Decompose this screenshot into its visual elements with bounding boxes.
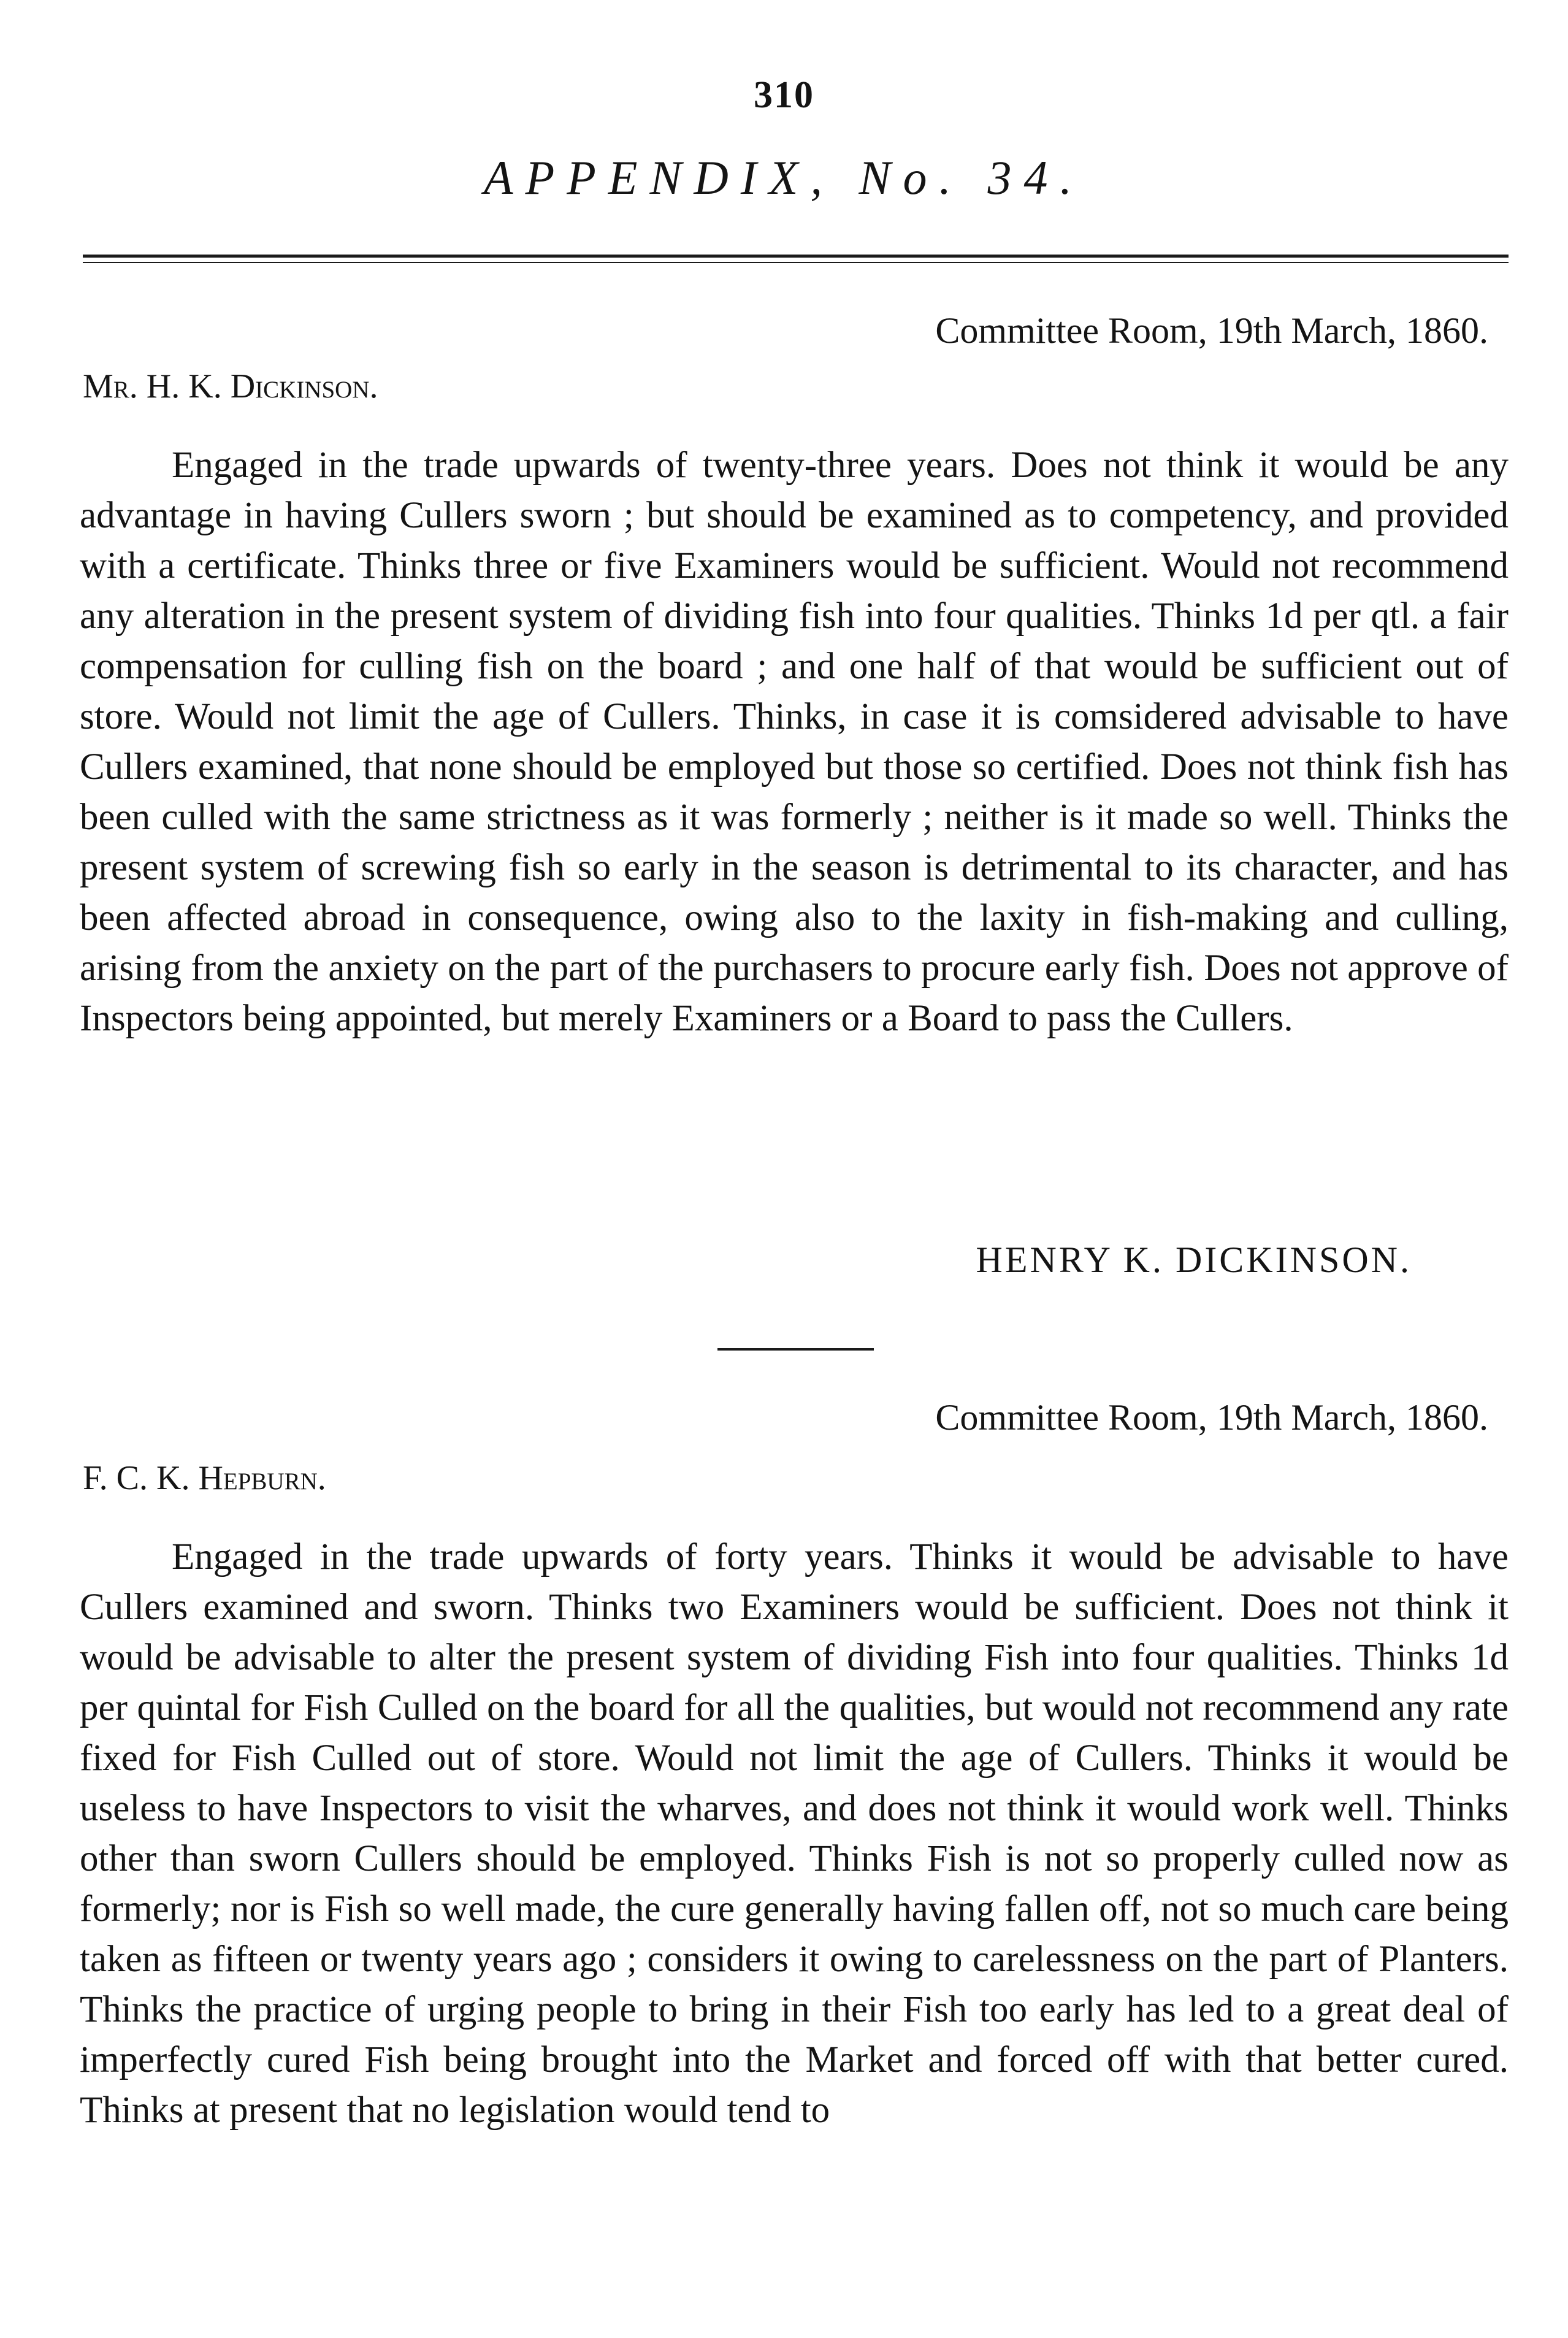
entry-1-witness-name: Mr. H. K. Dickinson. bbox=[83, 367, 378, 405]
entry-1-testimony: Engaged in the trade upwards of twenty-three years. Does not think it would be any advantage in having Cullers sworn ; but should be examined as to competency, and provided with a certificate. Thinks three or five Examiners would be sufficient. Would not recommend any alteration in the present system of dividing fish into four qualities. Thinks 1d per qtl. a fair compensation for culling fish on the board ; and one half of that would be sufficient out of store. Would not limit the age of Cullers. Thinks, in case it is comsidered advisable to have Cullers examined, that none should be employed but those so certified. Does not think fish has been culled with the same strictness as it was formerly ; neither is it made so well. Thinks the present system of screwing fish so early in the season is detrimental to its character, and has been affected abroad in consequence, owing also to the laxity in fish-making and culling, arising from the anxiety on the part of the purchasers to procure early fish. Does not approve of Inspectors being appointed, but merely Examiners or a Board to pass the Cullers. bbox=[80, 445, 1509, 1039]
entry-2-witness-name: F. C. K. Hepburn. bbox=[83, 1459, 326, 1497]
entry-2-testimony: Engaged in the trade upwards of forty years. Thinks it would be advisable to have Cullers examined and sworn. Thinks two Examiners would be sufficient. Does not think it would be advisable to alter the present system of dividing Fish into four qualities. Thinks 1d per quintal for Fish Culled on the board for all the qualities, but would not recommend any rate fixed for Fish Culled out of store. Would not limit the age of Cullers. Thinks it would be useless to have Inspectors to visit the wharves, and does not think it would work well. Thinks other than sworn Cullers should be employed. Thinks Fish is not so properly culled now as formerly; nor is Fish so well made, the cure generally having fallen off, not so much care being taken as fifteen or twenty years ago ; considers it owing to carelessness on the part of Planters. Thinks the practice of urging people to bring in their Fish too early has led to a great deal of imperfectly cured Fish being brought into the Market and forced off with that better cured. Thinks at present that no legislation would tend to bbox=[80, 1536, 1509, 2131]
section-divider bbox=[717, 1348, 874, 1351]
entry-1-date-line: Committee Room, 19th March, 1860. bbox=[935, 310, 1488, 351]
entry-1-signature: HENRY K. DICKINSON. bbox=[976, 1240, 1412, 1280]
entry-2-date-line: Committee Room, 19th March, 1860. bbox=[935, 1397, 1488, 1438]
header-double-rule bbox=[83, 255, 1509, 263]
appendix-title: APPENDIX, No. 34. bbox=[483, 151, 1085, 204]
page-number: 310 bbox=[754, 74, 814, 116]
